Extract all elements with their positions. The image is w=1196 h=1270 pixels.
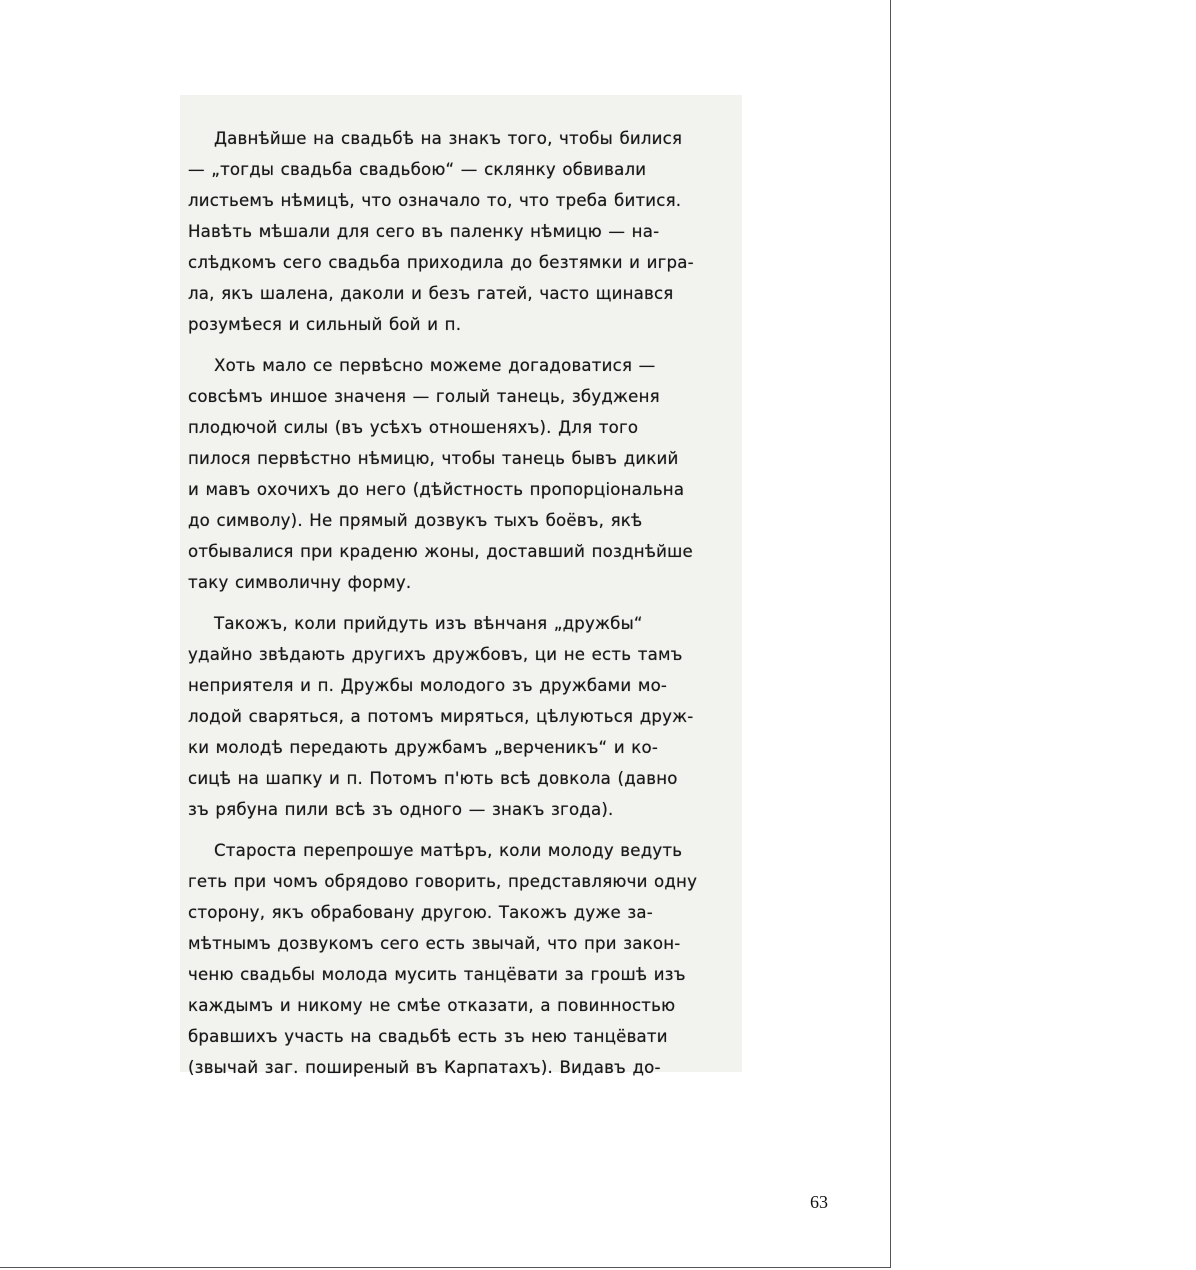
text-line: мѣтнымъ дозвукомъ сего есть звычай, что при закон-	[188, 934, 681, 953]
text-line: до символу). Не прямый дозвукъ тыхъ боёвъ, якѣ	[188, 511, 643, 530]
text-line: (звычай заг. поширеный въ Карпатахъ). Видавъ до-	[188, 1058, 661, 1077]
page-number: 63	[810, 1192, 828, 1212]
text-line: отбывалися при краденю жоны, доставший позднѣйше	[188, 542, 693, 561]
text-line: каждымъ и никому не смѣе отказати, а повинностью	[188, 996, 676, 1015]
text-line: удайно звѣдають другихъ дружбовъ, ци не есть тамъ	[188, 645, 683, 664]
text-line: розумѣеся и сильный бой и п.	[188, 315, 462, 334]
scanned-text-image	[180, 95, 742, 1077]
text-line: Давнѣйше на свадьбѣ на знакъ того, чтобы билися	[214, 129, 683, 148]
text-line: плодючой силы (въ усѣхъ отношеняхъ). Для того	[188, 418, 639, 437]
text-line: сторону, якъ обрабовану другою. Такожъ дуже за-	[188, 903, 653, 922]
text-line: бравшихъ участь на свадьбѣ есть зъ нею танцёвати	[188, 1027, 668, 1046]
text-line: таку символичну форму.	[188, 573, 412, 592]
text-line: лодой сваряться, а потомъ миряться, цѣлуються друж-	[188, 707, 694, 726]
text-line: ченю свадьбы молода мусить танцёвати за грошѣ изъ	[188, 965, 686, 984]
text-line: неприятеля и п. Дружбы молодого зъ дружбами мо-	[188, 676, 668, 695]
text-line: Навѣть мѣшали для сего въ паленку нѣмицю — на-	[188, 222, 660, 241]
text-line: Староста перепрошуе матѣръ, коли молоду ведуть	[214, 841, 683, 860]
text-line: зъ рябуна пили всѣ зъ одного — знакъ згода).	[188, 800, 614, 819]
text-line: ла, якъ шалена, даколи и безъ гатей, часто щинався	[188, 284, 674, 303]
text-line: Такожъ, коли прийдуть изъ вѣнчаня „дружбы“	[214, 614, 643, 633]
paragraph-2	[188, 350, 742, 598]
paragraph-3	[188, 608, 742, 825]
text-line: Хоть мало се первѣсно можеме догадоватися —	[214, 356, 656, 375]
text-line: геть при чомъ обрядово говорить, представляючи одну	[188, 872, 698, 891]
text-line: слѣдкомъ сего свадьба приходила до безтямки и игра-	[188, 253, 694, 272]
text-line: пилося первѣстно нѣмицю, чтобы танець бывъ дикий	[188, 449, 679, 468]
text-line: сицѣ на шапку и п. Потомъ п'ють всѣ довкола (давно	[188, 769, 678, 788]
text-line: — „тогды свадьба свадьбою“ — склянку обвивали	[188, 160, 647, 179]
paragraph-1	[188, 123, 742, 340]
text-line: и мавъ охочихъ до него (дѣйстность пропорціональна	[188, 480, 685, 499]
text-line: листьемъ нѣмицѣ, что означало то, что треба битися.	[188, 191, 682, 210]
text-line: совсѣмъ иншое значеня — голый танець, збудженя	[188, 387, 660, 406]
paragraph-4	[188, 835, 742, 1083]
text-line: ки молодѣ передають дружбамъ „верченикъ“ и ко-	[188, 738, 659, 757]
